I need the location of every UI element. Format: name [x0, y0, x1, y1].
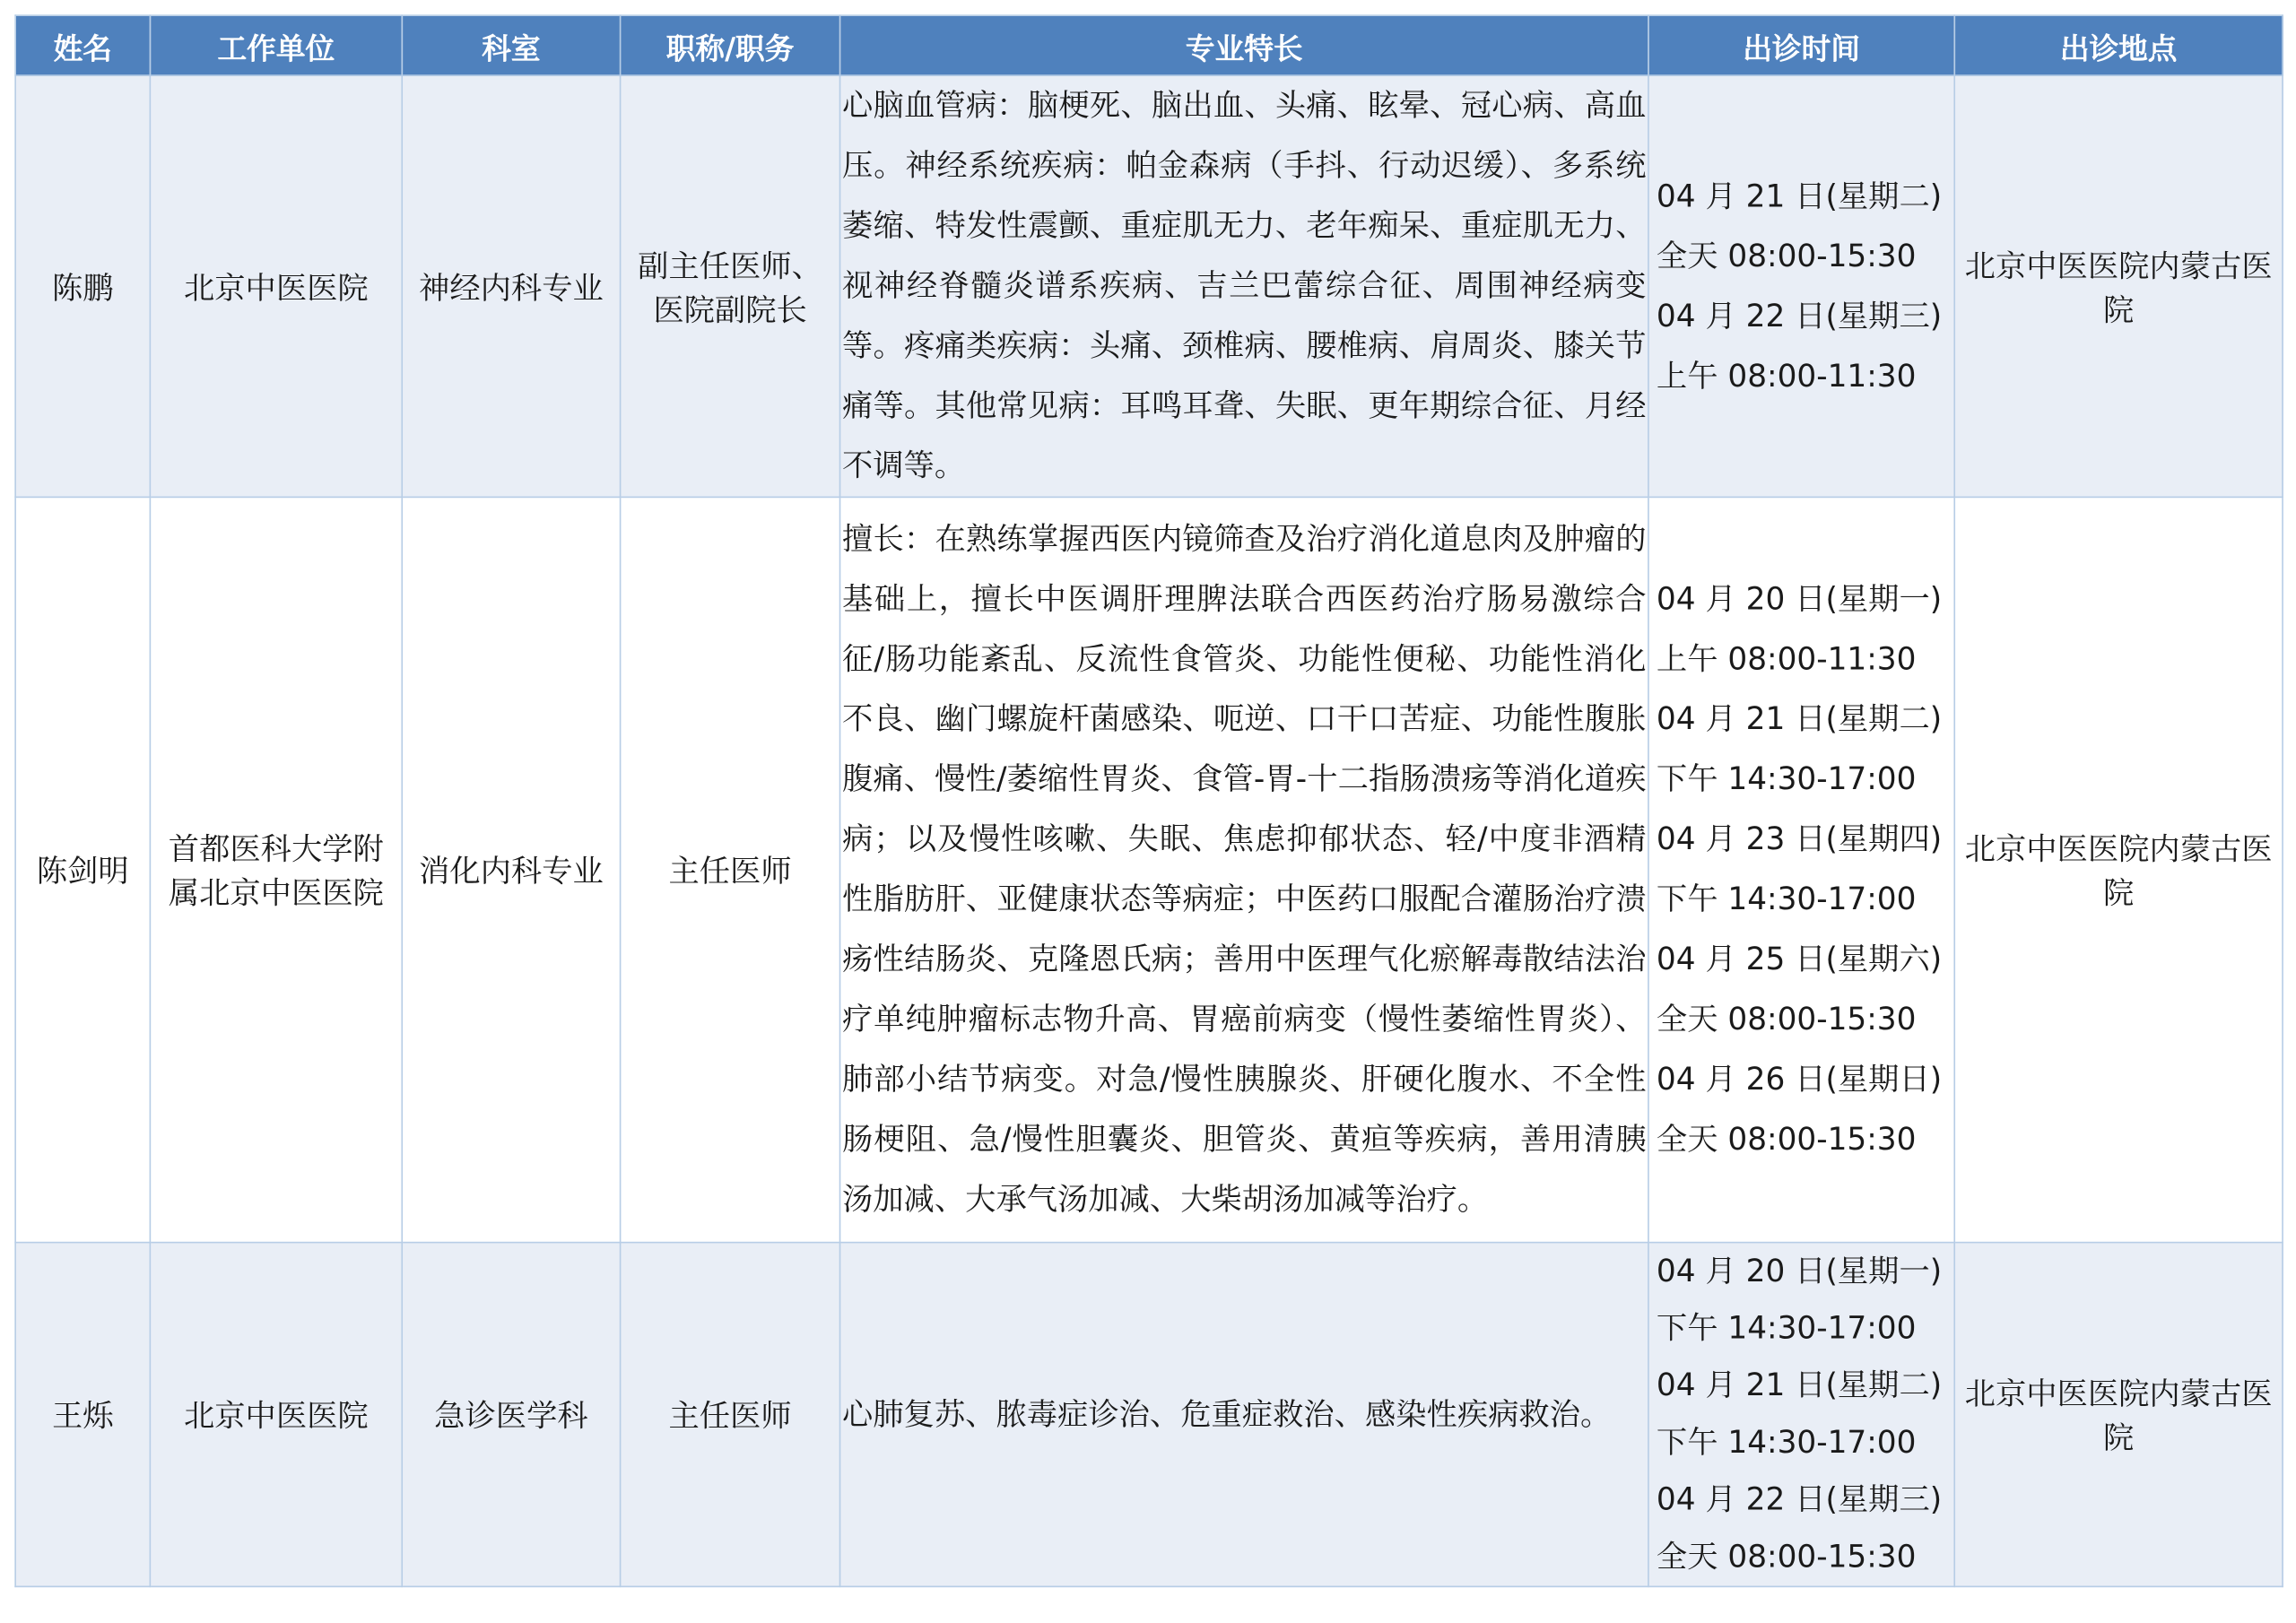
job-title: 副主任医师、医院副院长 — [621, 75, 840, 497]
header-row — [15, 15, 2283, 75]
schedule-line: 上午 08:00-11:30 — [1656, 358, 1917, 394]
schedule-line: 全天 08:00-15:30 — [1656, 1001, 1917, 1037]
header-unit: 工作单位 — [150, 15, 402, 75]
location: 北京中医医院内蒙古医院 — [1954, 75, 2283, 497]
job-title: 主任医师 — [621, 497, 840, 1242]
schedule-line: 下午 14:30-17:00 — [1656, 761, 1917, 797]
schedule-line: 04 月 23 日(星期四) — [1656, 821, 1943, 857]
schedule-line: 04 月 21 日(星期二) — [1656, 1367, 1943, 1403]
schedule — [1648, 497, 1954, 1242]
schedule-line: 04 月 22 日(星期三) — [1656, 298, 1943, 334]
specialty: 心肺复苏、脓毒症诊治、危重症救治、感染性疾病救治。 — [840, 1243, 1648, 1587]
table-row — [15, 75, 2283, 497]
location: 北京中医医院内蒙古医院 — [1954, 1243, 2283, 1587]
department: 急诊医学科 — [402, 1243, 620, 1587]
schedule-line: 全天 08:00-15:30 — [1656, 1121, 1917, 1158]
header-specialty: 专业特长 — [840, 15, 1648, 75]
schedule-line: 04 月 21 日(星期二) — [1656, 178, 1943, 213]
specialty: 心脑血管病：脑梗死、脑出血、头痛、眩晕、冠心病、高血压。神经系统疾病：帕金森病（手抖、行动迟缓）、多系统萎缩、特发性震颤、重症肌无力、老年痴呆、重症肌无力、视神经脊髓炎谱系疾病、吉兰巴蕾综合征、周围神经病变等。疼痛类疾病：头痛、颈椎病、腰椎病、肩周炎、膝关节痛等。其他常见病：耳鸣耳聋、失眠、更年期综合征、月经不调等。 — [840, 75, 1648, 497]
location: 北京中医医院内蒙古医院 — [1954, 497, 2283, 1242]
schedule-line: 上午 08:00-11:30 — [1656, 641, 1917, 677]
work-unit: 北京中医医院 — [150, 1243, 402, 1587]
header-dept: 科室 — [402, 15, 620, 75]
schedule-line: 下午 14:30-17:00 — [1656, 1424, 1917, 1461]
header-location: 出诊地点 — [1954, 15, 2283, 75]
schedule — [1648, 75, 1954, 497]
specialty: 擅长：在熟练掌握西医内镜筛查及治疗消化道息肉及肿瘤的基础上，擅长中医调肝理脾法联合西医药治疗肠易激综合征/肠功能紊乱、反流性食管炎、功能性便秘、功能性消化不良、幽门螺旋杆菌感染、呃逆、口干口苦症、功能性腹胀腹痛、慢性/萎缩性胃炎、食管-胃-十二指肠溃疡等消化道疾病；以及慢性咳嗽、失眠、焦虑抑郁状态、轻/中度非酒精性脂肪肝、亚健康状态等病症；中医药口服配合灌肠治疗溃疡性结肠炎、克隆恩氏病；善用中医理气化瘀解毒散结法治疗单纯肿瘤标志物升高、胃癌前病变（慢性萎缩性胃炎）、肺部小结节病变。对急/慢性胰腺炎、肝硬化腹水、不全性肠梗阻、急/慢性胆囊炎、胆管炎、黄疸等疾病，善用清胰汤加减、大承气汤加减、大柴胡汤加减等治疗。 — [840, 497, 1648, 1242]
schedule-line: 下午 14:30-17:00 — [1656, 881, 1917, 917]
table-row — [15, 497, 2283, 1242]
doctor-name: 陈剑明 — [15, 497, 150, 1242]
header-title: 职称/职务 — [621, 15, 840, 75]
schedule-line: 04 月 20 日(星期一) — [1656, 581, 1943, 617]
schedule — [1648, 1243, 1954, 1587]
work-unit: 北京中医医院 — [150, 75, 402, 497]
header-schedule: 出诊时间 — [1648, 15, 1954, 75]
schedule-line: 全天 08:00-15:30 — [1656, 1539, 1917, 1575]
doctor-name: 陈鹏 — [15, 75, 150, 497]
schedule-line: 04 月 21 日(星期二) — [1656, 701, 1943, 737]
schedule-line: 04 月 26 日(星期日) — [1656, 1061, 1943, 1098]
header-name: 姓名 — [15, 15, 150, 75]
doctor-name: 王烁 — [15, 1243, 150, 1587]
department: 神经内科专业 — [402, 75, 620, 497]
schedule-line: 04 月 25 日(星期六) — [1656, 942, 1943, 977]
doctor-schedule-table — [14, 14, 2283, 1587]
schedule-line: 04 月 22 日(星期三) — [1656, 1481, 1943, 1517]
schedule-line: 下午 14:30-17:00 — [1656, 1310, 1917, 1346]
work-unit: 首都医科大学附属北京中医医院 — [150, 497, 402, 1242]
department: 消化内科专业 — [402, 497, 620, 1242]
job-title: 主任医师 — [621, 1243, 840, 1587]
table-row — [15, 1243, 2283, 1587]
schedule-line: 全天 08:00-15:30 — [1656, 238, 1917, 273]
schedule-line: 04 月 20 日(星期一) — [1656, 1253, 1943, 1289]
